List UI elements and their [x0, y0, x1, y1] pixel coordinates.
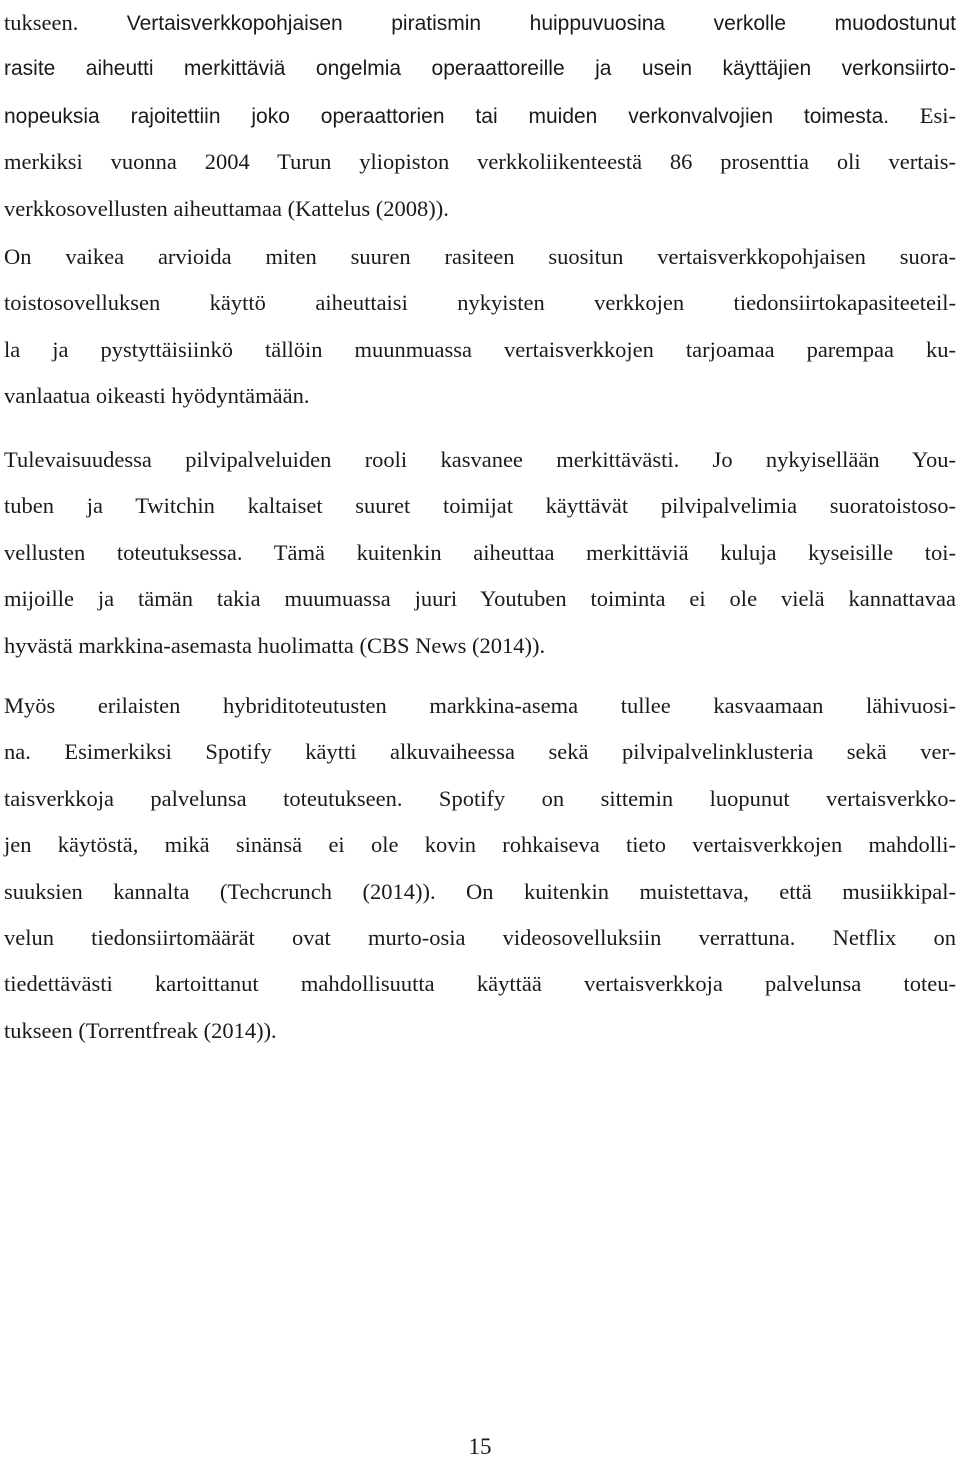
text-line: la ja pystyttäisiinkö tällöin muunmuassa vertaisverkkojen tarjoamaa parempaa ku-	[4, 336, 956, 362]
text-line: vanlaatua oikeasti hyödyntämään.	[4, 383, 310, 409]
text-fragment-serif: Esi-	[919, 102, 957, 128]
text-line: tiedettävästi kartoittanut mahdollisuutta käyttää vertaisverkkoja palvelunsa toteu-	[4, 971, 956, 997]
text-line	[4, 0, 956, 46]
text-line: tukseen (Torrentfreak (2014)).	[4, 1017, 277, 1043]
text-line: verkkosovellusten aiheuttamaa (Kattelus (2008)).	[4, 195, 449, 221]
text-line: Tulevaisuudessa pilvipalveluiden rooli kasvanee merkittävästi. Jo nykyisellään You-	[4, 447, 956, 472]
paragraph-3	[4, 437, 956, 669]
text-line: On vaikea arvioida miten suuren rasiteen suositun vertaisverkkopohjaisen suora-	[4, 244, 956, 269]
text-line: na. Esimerkiksi Spotify käytti alkuvaiheessa sekä pilvipalvelinklusteria sekä ver-	[4, 739, 956, 765]
text-line: suuksien kannalta (Techcrunch (2014)). On kuitenkin muistettava, että musiikkipal-	[4, 878, 956, 904]
text-line: tuben ja Twitchin kaltaiset suuret toimijat käyttävät pilvipalvelimia suoratoistoso-	[4, 493, 956, 519]
text-line: rasite aiheutti merkittäviä ongelmia operaattoreille ja usein käyttäjien verkonsiirto-	[4, 57, 956, 81]
text-line: merkiksi vuonna 2004 Turun yliopiston verkkoliikenteestä 86 prosenttia oli vertais-	[4, 149, 956, 175]
text-line: jen käytöstä, mikä sinänsä ei ole kovin rohkaiseva tieto vertaisverkkojen mahdolli-	[4, 832, 956, 858]
text-line: toistosovelluksen käyttö aiheuttaisi nykyisten verkkojen tiedonsiirtokapasiteeteil-	[4, 290, 956, 316]
text-line: Myös erilaisten hybriditoteutusten markkina-asema tullee kasvaamaan lähivuosi-	[4, 693, 956, 718]
text-line: hyvästä markkina-asemasta huolimatta (CBS News (2014)).	[4, 632, 546, 658]
text-line: taisverkkoja palvelunsa toteutukseen. Spotify on sittemin luopunut vertaisverkko-	[4, 785, 956, 811]
text-line: vellusten toteutuksessa. Tämä kuitenkin aiheuttaa merkittäviä kuluja kyseisille toi-	[4, 539, 956, 565]
text-fragment-sans: nopeuksia rajoitettiin joko operaattorien tai muiden verkonvalvojien toimesta.	[4, 104, 890, 128]
text-line	[4, 93, 956, 139]
text-line: mijoille ja tämän takia muumuassa juuri Youtuben toiminta ei ole vielä kannattavaa	[4, 586, 956, 612]
paragraph-4	[4, 683, 956, 1054]
paragraph-2	[4, 234, 956, 420]
page-number: 15	[468, 1434, 492, 1459]
paragraph-continuation	[4, 0, 956, 232]
text-line: velun tiedonsiirtomäärät ovat murto-osia videosovelluksiin verrattuna. Netflix on	[4, 924, 956, 950]
text-fragment-serif: tukseen.	[4, 10, 79, 35]
text-fragment-sans: Vertaisverkkopohjaisen piratismin huippuvuosina verkolle muodostunut	[126, 12, 957, 35]
